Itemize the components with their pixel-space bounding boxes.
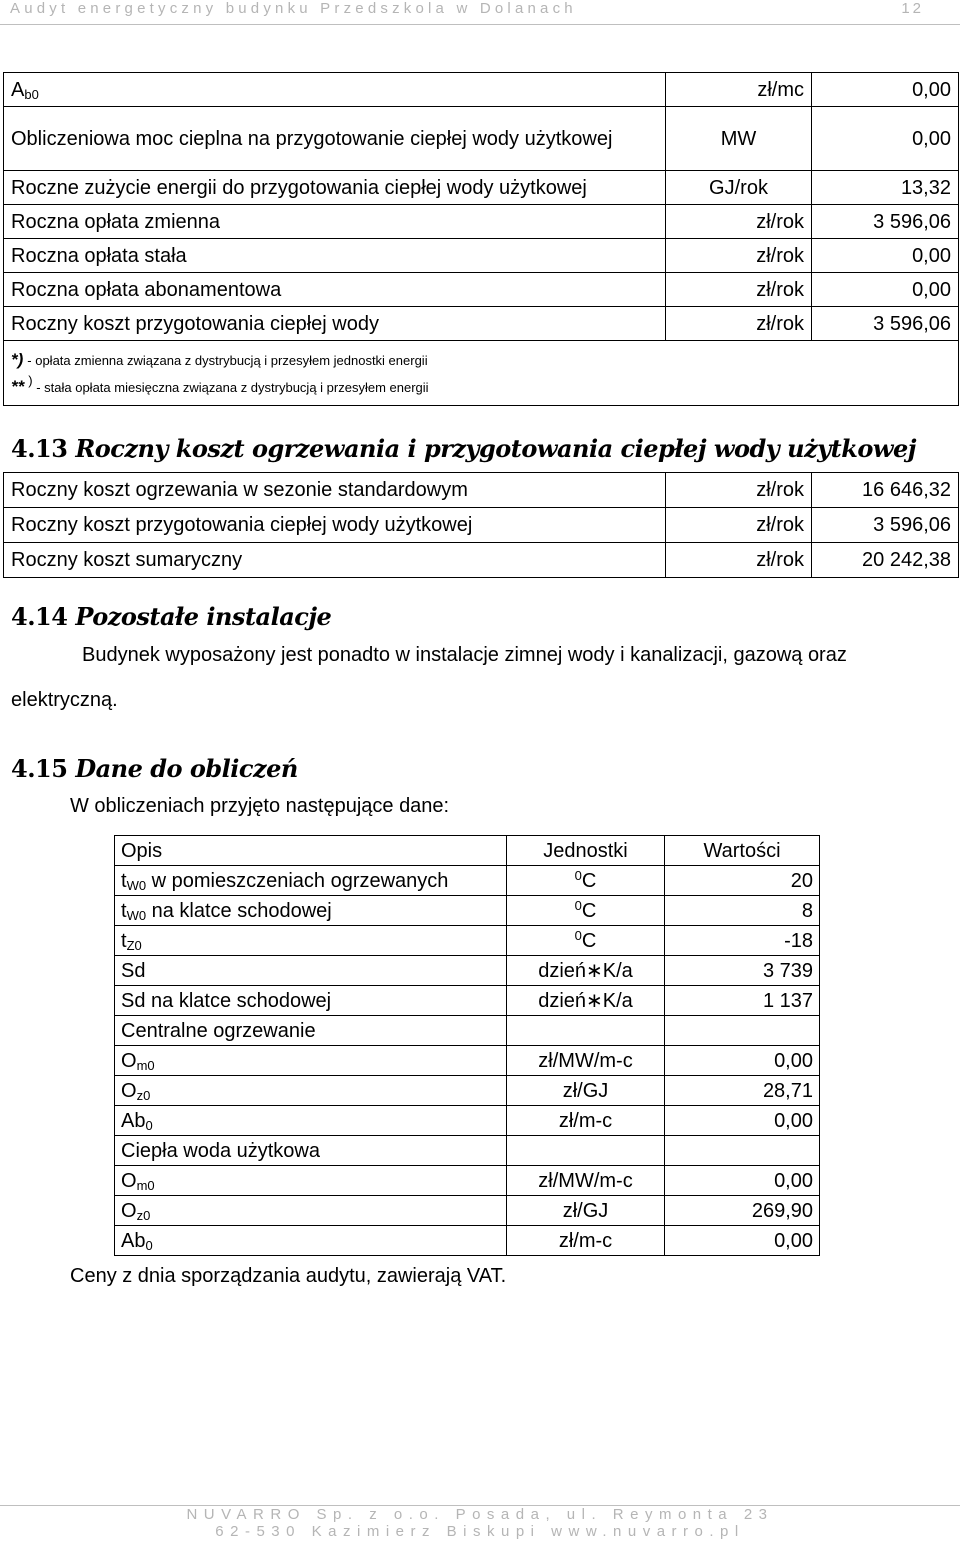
row-unit: zł/MW/m-c: [507, 1046, 665, 1076]
page-footer: [0, 1505, 960, 1540]
footnote-2: ** ) - stała opłata miesięczna związana z dystrybucją i przesyłem energii: [11, 373, 429, 396]
row-value: [665, 1016, 820, 1046]
row-value: 3 596,06: [812, 205, 959, 239]
calculation-intro: W obliczeniach przyjęto następujące dane:: [70, 795, 450, 817]
row-description: $t_{W0}$ w pomieszczeniach ogrzewanych: [115, 866, 507, 896]
row-unit: dzień∗K/a: [507, 986, 665, 1016]
table-row: [115, 986, 820, 1016]
table-row: [4, 508, 959, 543]
row-unit: zł/GJ: [507, 1076, 665, 1106]
section-4-14-heading: 4.14 Pozostałe instalacje: [11, 602, 332, 631]
calculation-data-table: [114, 835, 820, 1256]
row-description: $Ab_0$: [115, 1226, 507, 1256]
row-label: Roczna opłata stała: [4, 239, 666, 273]
row-unit: $^0$C: [507, 926, 665, 956]
row-description: $O_{z0}$: [115, 1076, 507, 1106]
row-value: 0,00: [665, 1106, 820, 1136]
table-row: [115, 926, 820, 956]
row-unit: zł/MW/m-c: [507, 1166, 665, 1196]
row-label: Roczna opłata zmienna: [4, 205, 666, 239]
row-label: Roczny koszt przygotowania ciepłej wody użytkowej: [4, 508, 666, 543]
row-description: $t_{Z0}$: [115, 926, 507, 956]
page-number: 12: [901, 0, 924, 17]
row-value: 20 242,38: [812, 543, 959, 578]
table-row: [115, 1196, 820, 1226]
row-value: 8: [665, 896, 820, 926]
row-value: [665, 1136, 820, 1166]
row-unit: GJ/rok: [666, 171, 812, 205]
table-row: [4, 205, 959, 239]
installations-text: Budynek wyposażony jest ponadto w instalacje zimnej wody i kanalizacji, gazową oraz: [82, 644, 847, 666]
table-row: [4, 273, 959, 307]
installations-text-end: elektryczną.: [11, 689, 118, 711]
table-row: [115, 866, 820, 896]
row-description: $O_{z0}$: [115, 1196, 507, 1226]
row-unit: zł/rok: [666, 273, 812, 307]
table-row: [115, 1076, 820, 1106]
row-value: 16 646,32: [812, 473, 959, 508]
document-title: Audyt energetyczny budynku Przedszkola w Dolanach: [10, 0, 577, 17]
table-row: [115, 896, 820, 926]
header-wartosci: Wartości: [665, 836, 820, 866]
row-description: $O_{m0}$: [115, 1046, 507, 1076]
row-description: Sd: [115, 956, 507, 986]
table-row: [4, 107, 959, 171]
row-unit: $^0$C: [507, 866, 665, 896]
footnote-1: *) - opłata zmienna związana z dystrybucją i przesyłem jednostki energii: [11, 350, 428, 369]
row-value: 269,90: [665, 1196, 820, 1226]
row-description: $O_{m0}$: [115, 1166, 507, 1196]
row-unit: zł/GJ: [507, 1196, 665, 1226]
header-jednostki: Jednostki: [507, 836, 665, 866]
table-row: [4, 73, 959, 107]
row-value: 28,71: [665, 1076, 820, 1106]
row-unit: $^0$C: [507, 896, 665, 926]
table-row: [115, 956, 820, 986]
row-label: Roczny koszt ogrzewania w sezonie standardowym: [4, 473, 666, 508]
row-label: Roczne zużycie energii do przygotowania ciepłej wody użytkowej: [4, 171, 666, 205]
page-header: [0, 0, 960, 25]
hot-water-cost-table: [3, 72, 959, 406]
row-value: 13,32: [812, 171, 959, 205]
row-value: 0,00: [665, 1166, 820, 1196]
row-description: Ciepła woda użytkowa: [115, 1136, 507, 1166]
row-unit: MW: [666, 107, 812, 171]
row-description: Sd na klatce schodowej: [115, 986, 507, 1016]
row-value: 3 596,06: [812, 508, 959, 543]
row-label: Roczna opłata abonamentowa: [4, 273, 666, 307]
row-description: $Ab_0$: [115, 1106, 507, 1136]
table-row: [4, 239, 959, 273]
row-value: 0,00: [812, 73, 959, 107]
row-label: $A_{b0}$: [4, 73, 666, 107]
row-unit: zł/m-c: [507, 1106, 665, 1136]
row-unit: [507, 1016, 665, 1046]
row-value: 3 596,06: [812, 307, 959, 341]
row-description: $t_{W0}$ na klatce schodowej: [115, 896, 507, 926]
row-value: 0,00: [665, 1046, 820, 1076]
table-row: [4, 171, 959, 205]
table-row: [115, 1046, 820, 1076]
row-value: -18: [665, 926, 820, 956]
section-4-15-heading: 4.15 Dane do obliczeń: [11, 754, 298, 783]
table-row: [4, 543, 959, 578]
row-unit: zł/rok: [666, 508, 812, 543]
row-value: 0,00: [812, 107, 959, 171]
row-value: 0,00: [665, 1226, 820, 1256]
table-row: [115, 1136, 820, 1166]
row-label: Obliczeniowa moc cieplna na przygotowanie ciepłej wody użytkowej: [4, 107, 666, 171]
total-cost-table: [3, 472, 959, 578]
table-row: [4, 307, 959, 341]
row-value: 0,00: [812, 273, 959, 307]
row-unit: zł/mc: [666, 73, 812, 107]
row-value: 3 739: [665, 956, 820, 986]
row-description: Centralne ogrzewanie: [115, 1016, 507, 1046]
row-label: Roczny koszt przygotowania ciepłej wody: [4, 307, 666, 341]
row-unit: [507, 1136, 665, 1166]
table-row: [115, 1106, 820, 1136]
table-row: [115, 1226, 820, 1256]
row-unit: zł/rok: [666, 239, 812, 273]
row-value: 0,00: [812, 239, 959, 273]
table-notes-row: [4, 341, 959, 406]
row-value: 20: [665, 866, 820, 896]
table-header-row: [115, 836, 820, 866]
footer-line-1: NUVARRO Sp. z o.o. Posada, ul. Reymonta 23: [186, 1506, 774, 1523]
section-4-13-heading: 4.13 Roczny koszt ogrzewania i przygotowania ciepłej wody użytkowej: [11, 434, 916, 463]
row-unit: zł/rok: [666, 205, 812, 239]
table-row: [115, 1016, 820, 1046]
prices-note: Ceny z dnia sporządzania audytu, zawierają VAT.: [70, 1265, 507, 1287]
table-notes: [4, 341, 959, 406]
header-opis: Opis: [115, 836, 507, 866]
row-label: Roczny koszt sumaryczny: [4, 543, 666, 578]
row-unit: zł/rok: [666, 473, 812, 508]
row-unit: zł/m-c: [507, 1226, 665, 1256]
table-row: [4, 473, 959, 508]
row-unit: zł/rok: [666, 543, 812, 578]
footer-line-2: 62-530 Kazimierz Biskupi www.nuvarro.pl: [215, 1523, 745, 1540]
table-row: [115, 1166, 820, 1196]
row-value: 1 137: [665, 986, 820, 1016]
row-unit: zł/rok: [666, 307, 812, 341]
row-unit: dzień∗K/a: [507, 956, 665, 986]
